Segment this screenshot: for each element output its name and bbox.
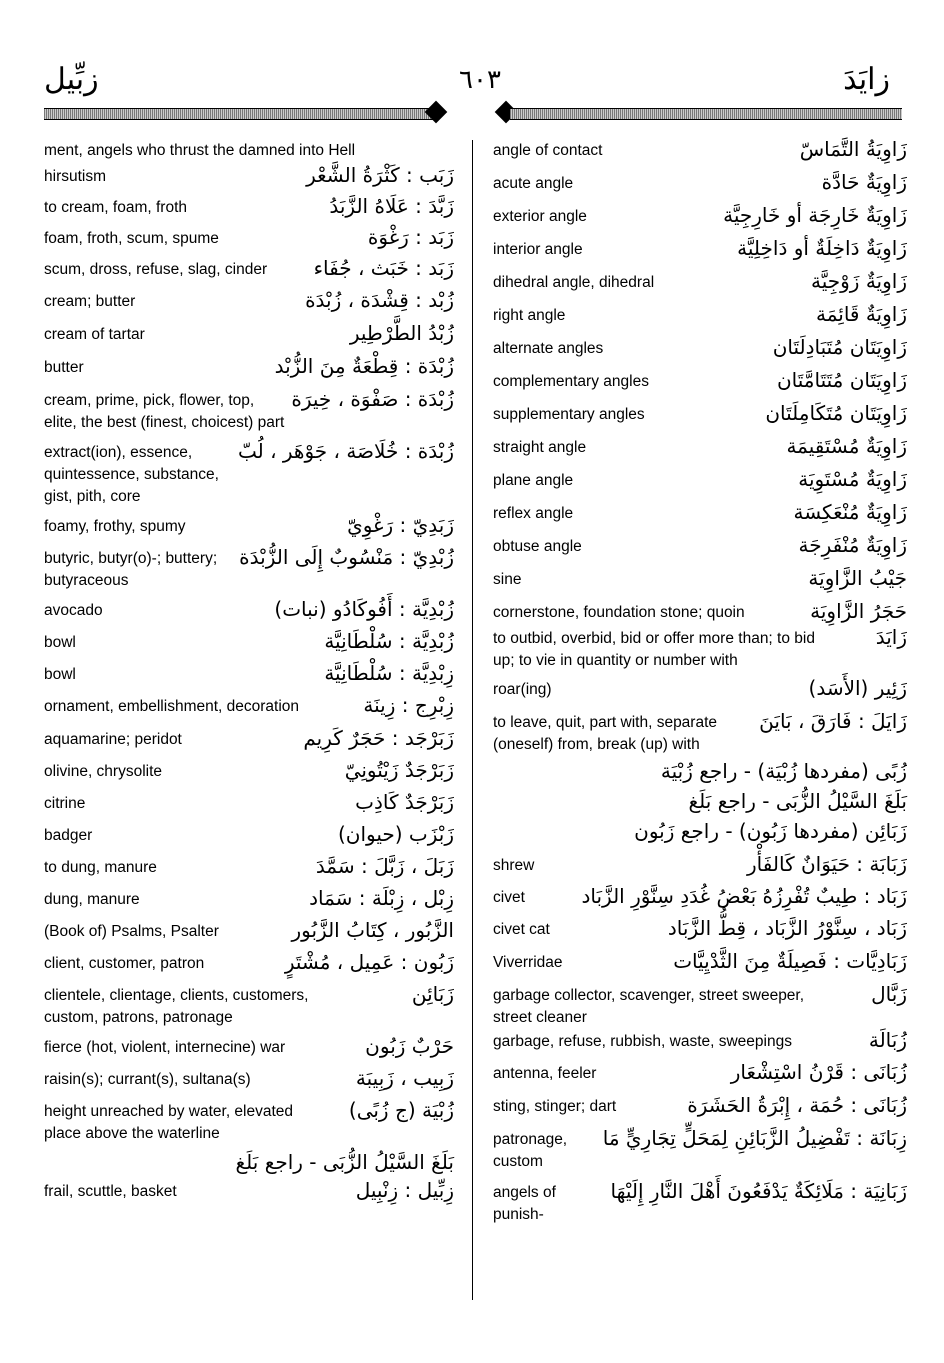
entry-english: height unreached by water, elevated place above the waterline [44, 1103, 294, 1142]
right-column [493, 134, 907, 1226]
dictionary-entry [493, 979, 907, 1029]
entry-arabic: زُبْدِيّ : مَنْسُوبٌ إِلَى الزُّبْدَة [239, 545, 454, 569]
dictionary-entry [493, 299, 907, 329]
dictionary-entry [493, 233, 907, 263]
entry-english: bowl [44, 634, 76, 651]
dictionary-entry [493, 786, 907, 816]
entry-english: straight angle [493, 439, 587, 456]
entry-english: cornerstone, foundation stone; quoin [493, 604, 745, 621]
entry-english: garbage, refuse, rubbish, waste, sweepings [493, 1033, 792, 1050]
entry-english: citrine [44, 795, 86, 812]
entry-arabic: زَبْزَب (حيوان) [337, 822, 454, 846]
entry-arabic: زَبَاد ، سِنَّوْرُ الزَّبَاد ، قِطُّ الزَّبَاد [667, 916, 907, 940]
entry-arabic: زُبَالَة [868, 1028, 907, 1052]
entry-arabic: زَايَدَ [875, 625, 907, 649]
entry-arabic: زِبَانَة : تَفْضِيلُ الزَّبَائِنِ لِمَحَلٍّ تِجَارِيٍّ مَا [602, 1126, 907, 1150]
dictionary-entry [493, 167, 907, 197]
dictionary-entry [493, 1176, 907, 1226]
entry-arabic: الزَّبُور ، كِتَابُ الزَّبُور [291, 918, 454, 942]
dictionary-entry [493, 563, 907, 593]
entry-english: sting, stinger; dart [493, 1098, 617, 1115]
left-column [44, 134, 454, 1205]
dictionary-entry [493, 398, 907, 428]
entry-arabic: زَبَادِيَّات : فَصِيلَةٌ مِنَ الثَّدْيِيَّات [673, 949, 907, 973]
entry-english: fierce (hot, violent, internecine) war [44, 1039, 286, 1056]
dictionary-entry [493, 266, 907, 296]
entry-english: reflex angle [493, 505, 574, 522]
header-rule-right [510, 108, 902, 120]
entry-english: scum, dross, refuse, slag, cinder [44, 261, 268, 278]
entry-arabic: زُبْدَة : خُلَاصَة ، جَوْهَر ، لُبّ [237, 439, 454, 463]
dictionary-entry [44, 351, 454, 381]
dictionary-entry [44, 253, 454, 283]
entry-english: garbage collector, scavenger, street sweeper, street cleaner [493, 987, 805, 1026]
entry-english: to dung, manure [44, 859, 157, 876]
entry-arabic: بَلَغَ السَّيْلُ الزُّبَى - راجع بَلَغ [235, 1150, 454, 1174]
entry-arabic: زَاوِيَةٌ دَاخِلَةٌ أو دَاخِلِيَّة [737, 236, 907, 260]
dictionary-entry [44, 542, 454, 592]
entry-english: foamy, frothy, spumy [44, 518, 186, 535]
dictionary-entry [44, 626, 454, 656]
dictionary-entry [44, 658, 454, 688]
entry-english: civet [493, 889, 525, 906]
entry-english: ment, angels who thrust the damned into Hell [44, 142, 356, 159]
entry-english: interior angle [493, 241, 583, 258]
entry-arabic: زَبَّال [871, 982, 907, 1006]
dictionary-entry [493, 332, 907, 362]
dictionary-entry [44, 1031, 454, 1061]
entry-english: to outbid, overbid, bid or offer more than; to bid up; to vie in quantity or number with [493, 630, 815, 669]
entry-arabic: زَاوِيَةٌ زَوْجِيَّة [811, 269, 907, 293]
dictionary-entry [44, 594, 454, 624]
entry-arabic: زَبِيب ، زَبِيبَة [355, 1066, 454, 1090]
entry-arabic: زَاوِيَتَان مُتَتَامَّتَان [776, 368, 907, 392]
dictionary-entry [493, 816, 907, 846]
entry-english: butter [44, 359, 84, 376]
dictionary-entry [493, 881, 907, 911]
entry-english: cream, prime, pick, flower, top, elite, the best (finest, choicest) part [44, 392, 285, 431]
entry-english: roar(ing) [493, 681, 552, 698]
entry-arabic: زَايَلَ : فَارَقَ ، بَايَنَ [759, 709, 907, 733]
dictionary-entry [44, 1147, 454, 1177]
entry-english: cream of tartar [44, 326, 145, 343]
entry-arabic: زَبَلَ ، زَبَّلَ : سَمَّدَ [315, 854, 454, 878]
entry-english: extract(ion), essence, quintessence, substance, gist, pith, core [44, 444, 219, 505]
dictionary-entry [493, 530, 907, 560]
entry-english: antenna, feeler [493, 1065, 597, 1082]
column-divider [472, 140, 473, 1300]
entry-english: sine [493, 571, 522, 588]
entry-arabic: زَاوِيَةٌ حَادَّة [821, 170, 907, 194]
entry-english: angels of punish- [493, 1184, 556, 1223]
entry-arabic: زِبْدِيَّة : سُلْطَانِيَّة [324, 661, 454, 685]
dictionary-entry [44, 318, 454, 348]
entry-arabic: زُبْد : قِشْدَة ، زُبْدَة [305, 288, 454, 312]
entry-english: acute angle [493, 175, 574, 192]
entry-arabic: زَبَرْجَدٌ كَاذِب [355, 790, 454, 814]
entry-english: civet cat [493, 921, 550, 938]
entry-arabic: زَبَد : خَبَث ، جُفَاء [313, 256, 454, 280]
entry-arabic: بَلَغَ السَّيْلُ الزُّبَى - راجع بَلَغ [688, 789, 907, 813]
dictionary-entry [44, 851, 454, 881]
entry-arabic: زُبًى (مفردها زُبْيَة) - راجع زُبْيَة [660, 759, 907, 783]
dictionary-entry [44, 947, 454, 977]
entry-arabic: زُبْدِيَّة : أَفُوكَادُو (نبات) [274, 597, 454, 621]
entry-english: frail, scuttle, basket [44, 1183, 177, 1200]
entry-english: supplementary angles [493, 406, 645, 423]
dictionary-entry [493, 913, 907, 943]
entry-english: (Book of) Psalms, Psalter [44, 923, 219, 940]
dictionary-entry [44, 915, 454, 945]
dictionary-entry [493, 849, 907, 879]
dictionary-entry [44, 690, 454, 720]
entry-english: raisin(s); currant(s), sultana(s) [44, 1071, 251, 1088]
dictionary-entry [44, 222, 454, 252]
entry-arabic: زَاوِيَةٌ مُنْعَكِسَة [793, 500, 907, 524]
entry-english: foam, froth, scum, spume [44, 230, 219, 247]
dictionary-entry [493, 464, 907, 494]
entry-arabic: زِبِّيل : زِنْبِيل [355, 1178, 454, 1202]
entry-arabic: حَجَرُ الزَّاوِيَة [810, 599, 907, 623]
dictionary-entry [493, 706, 907, 756]
entry-arabic: زَبَد : رَغْوَة [367, 225, 454, 249]
entry-arabic: زِبْرِج : زِينَة [363, 693, 454, 717]
dictionary-entry [493, 497, 907, 527]
dictionary-entry [493, 1025, 907, 1055]
entry-english: dihedral angle, dihedral [493, 274, 655, 291]
entry-english: hirsutism [44, 168, 107, 185]
entry-english: client, customer, patron [44, 955, 205, 972]
dictionary-entry [44, 755, 454, 785]
entry-arabic: زُبَانَى : حُمَة ، إِبْرَةُ الحَشَرَة [687, 1093, 907, 1117]
dictionary-entry [44, 979, 454, 1029]
entry-english: aquamarine; peridot [44, 731, 182, 748]
entry-english: dung, manure [44, 891, 140, 908]
entry-english: right angle [493, 307, 566, 324]
dictionary-entry [44, 160, 454, 190]
entry-english: clientele, clientage, clients, customers, custom, patrons, patronage [44, 987, 309, 1026]
dictionary-entry [44, 510, 454, 540]
entry-arabic: زَاوِيَتَان مُتَكَامِلَتَان [765, 401, 907, 425]
entry-english: to cream, foam, froth [44, 199, 187, 216]
entry-english: exterior angle [493, 208, 587, 225]
entry-english: to leave, quit, part with, separate (oneself) from, break (up) with [493, 714, 718, 753]
entry-arabic: زِبْل ، زِبْلَة : سَمَاد [309, 886, 454, 910]
entry-arabic: زَبَابَة : حَيَوَانٌ كَالفَأْر [747, 852, 907, 876]
entry-arabic: حَرْبٌ زَبُون [365, 1034, 454, 1058]
dictionary-entry [493, 946, 907, 976]
dictionary-entry [44, 384, 454, 434]
entry-arabic: زَبَب : كَثْرَةُ الشَّعْر [306, 163, 454, 187]
dictionary-entry [493, 365, 907, 395]
entry-arabic: زَاوِيَةٌ خَارِجَة أو خَارِجِيَّة [723, 203, 907, 227]
entry-arabic: زَاوِيَةٌ قَائِمَة [815, 302, 907, 326]
dictionary-entry [44, 1095, 454, 1145]
entry-english: olivine, chrysolite [44, 763, 163, 780]
entry-arabic: زَاوِيَةٌ مُسْتَقِيمَة [786, 434, 907, 458]
dictionary-entry [493, 1090, 907, 1120]
entry-english: alternate angles [493, 340, 604, 357]
entry-english: angle of contact [493, 142, 603, 159]
dictionary-entry [44, 436, 454, 508]
entry-arabic: زُبْدَة : صَفْوَة ، خِيرَة [291, 387, 454, 411]
entry-english: bowl [44, 666, 76, 683]
header-rule-left [44, 108, 434, 120]
dictionary-entry [493, 200, 907, 230]
entry-arabic: زَبَانِيَة : مَلَائِكَةٌ يَدْفَعُونَ أَهْلَ النَّارِ إِلَيْهَا [610, 1179, 907, 1203]
entry-english: obtuse angle [493, 538, 582, 555]
entry-arabic: زَاوِيَتَان مُتَبَادِلَتَان [772, 335, 907, 359]
entry-arabic: زَبَرْجَد : حَجَرٌ كَرِيم [303, 726, 454, 750]
entry-arabic: زَئِير (الأَسَد) [808, 676, 907, 700]
entry-english: plane angle [493, 472, 574, 489]
dictionary-entry [493, 673, 907, 703]
header-right-word: زايَدَ [843, 62, 890, 97]
entry-english: Viverridae [493, 954, 563, 971]
dictionary-entry [493, 1123, 907, 1173]
entry-arabic: زَبَائِن (مفردها زَبُون) - راجع زَبُون [634, 819, 907, 843]
entry-arabic: زُبْدَة : قِطْعَةٌ مِنَ الزُّبْد [274, 354, 454, 378]
dictionary-entry [44, 787, 454, 817]
entry-arabic: زَبُون : عَمِيل ، مُشْتَرٍ [284, 950, 454, 974]
page-number: ٦٠٣ [459, 65, 501, 95]
entry-english: cream; butter [44, 293, 136, 310]
entry-english: badger [44, 827, 93, 844]
header-left-word: زبِّيل [44, 62, 99, 97]
entry-english: shrew [493, 857, 535, 874]
entry-arabic: جَيْبُ الزَّاوِيَة [808, 566, 907, 590]
entry-arabic: زَبَدِيّ : رَغْوِيّ [347, 513, 454, 537]
entry-arabic: زُبْدُ الطَّرْطِير [349, 321, 454, 345]
dictionary-entry [44, 819, 454, 849]
entry-arabic: زَاوِيَةُ التَّمَاسّ [799, 137, 907, 161]
entry-arabic: زُبَانَى : قَرْنُ اسْتِشْعَار [730, 1060, 907, 1084]
dictionary-entry [44, 1063, 454, 1093]
dictionary-entry [44, 285, 454, 315]
entry-english: avocado [44, 602, 103, 619]
entry-arabic: زُبْدِيَّة : سُلْطَانِيَّة [324, 629, 454, 653]
entry-arabic: زَاوِيَةٌ مُسْتَوِيَة [798, 467, 907, 491]
entry-arabic: زَبَّدَ : عَلَاهُ الزَّبَدُ [329, 194, 454, 218]
dictionary-entry [493, 1057, 907, 1087]
entry-arabic: زَاوِيَةٌ مُنْفَرِجَة [798, 533, 907, 557]
entry-english: patronage, custom [493, 1131, 568, 1170]
dictionary-entry [493, 756, 907, 786]
dictionary-entry [44, 191, 454, 221]
entry-english: ornament, embellishment, decoration [44, 698, 300, 715]
dictionary-entry [44, 134, 454, 162]
dictionary-entry [44, 1175, 454, 1205]
dictionary-entry [493, 134, 907, 164]
entry-english: complementary angles [493, 373, 649, 390]
dictionary-entry [44, 883, 454, 913]
entry-english: butyric, butyr(o)-; buttery; butyraceous [44, 550, 218, 589]
entry-arabic: زَبَائِن [411, 982, 454, 1006]
dictionary-entry [493, 431, 907, 461]
dictionary-entry [493, 622, 907, 672]
dictionary-entry [44, 723, 454, 753]
entry-arabic: زَبَاد : طِيبٌ تُفْرِزُهُ بَعْضُ غُدَدِ سِنَّوْرِ الزَّبَاد [581, 884, 907, 908]
entry-arabic: زَبَرْجَدٌ زَيْتُونِيّ [344, 758, 454, 782]
entry-arabic: زُبْيَة (ج زُبًى) [348, 1098, 454, 1122]
